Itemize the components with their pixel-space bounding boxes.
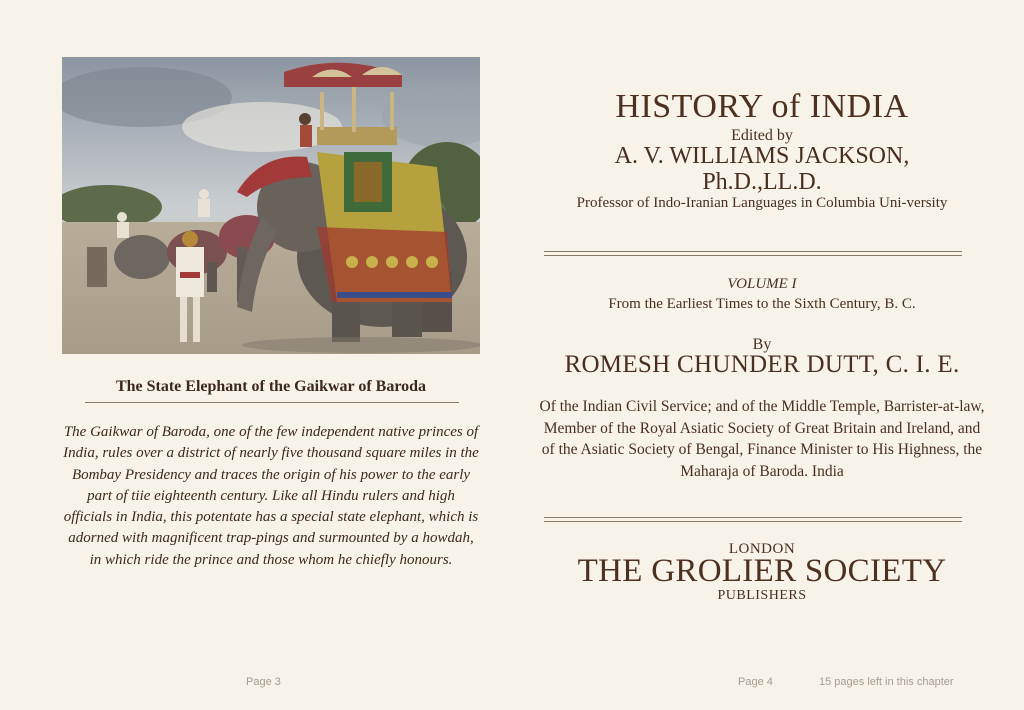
publisher-name: THE GROLIER SOCIETY [577,553,947,589]
double-rule-divider [544,251,962,256]
publisher-city: LONDON [728,541,796,557]
book-title: HISTORY of INDIA [615,88,909,125]
edited-by-label: Edited by [731,127,793,144]
right-page [512,0,1024,710]
elephant-illustration [62,57,480,354]
caption-title: The State Elephant of the Gaikwar of Baroda [115,378,427,395]
volume-period: From the Earliest Times to the Sixth Century, B. C. [608,296,916,312]
pages-left-indicator: 15 pages left in this chapter [819,676,954,688]
author-description: Of the Indian Civil Service; and of the Middle Temple, Barrister-at-law, Member of the Royal Asiatic Society of Great Britain and Ireland, and of the Asiatic Society of Bengal, Finance Minister to His Highness, the Maharaja of Baroda. India [539,398,985,480]
caption-text: The Gaikwar of Baroda, one of the few independent native princes of India, rules over a district of nearly five thousand square miles in the Bombay Presidency and traces the origin of his power to the early part of tiie eighteenth century. Like all Hindu rulers and high officials in India, this potentate has a special state elephant, which is adorned with magnificent trap-pings and surmounted by a howdah, in which ride the prince and those whom he chiefly honours. [63,424,479,568]
author-name: ROMESH CHUNDER DUTT, C. I. E. [564,351,960,378]
editor-position: Professor of Indo-Iranian Languages in Columbia Uni-versity [576,195,948,211]
editor-name-line1: A. V. WILLIAMS JACKSON, [614,143,910,169]
by-label: By [752,336,772,353]
volume-label: VOLUME I [727,276,797,292]
page-number-right: Page 4 [738,676,773,688]
editor-name [542,143,982,195]
editor-credentials: Ph.D.,LL.D. [702,169,822,195]
publishers-label: PUBLISHERS [717,588,807,603]
page-number-left: Page 3 [246,676,281,688]
double-rule-divider [544,517,962,522]
caption-divider [85,402,459,403]
